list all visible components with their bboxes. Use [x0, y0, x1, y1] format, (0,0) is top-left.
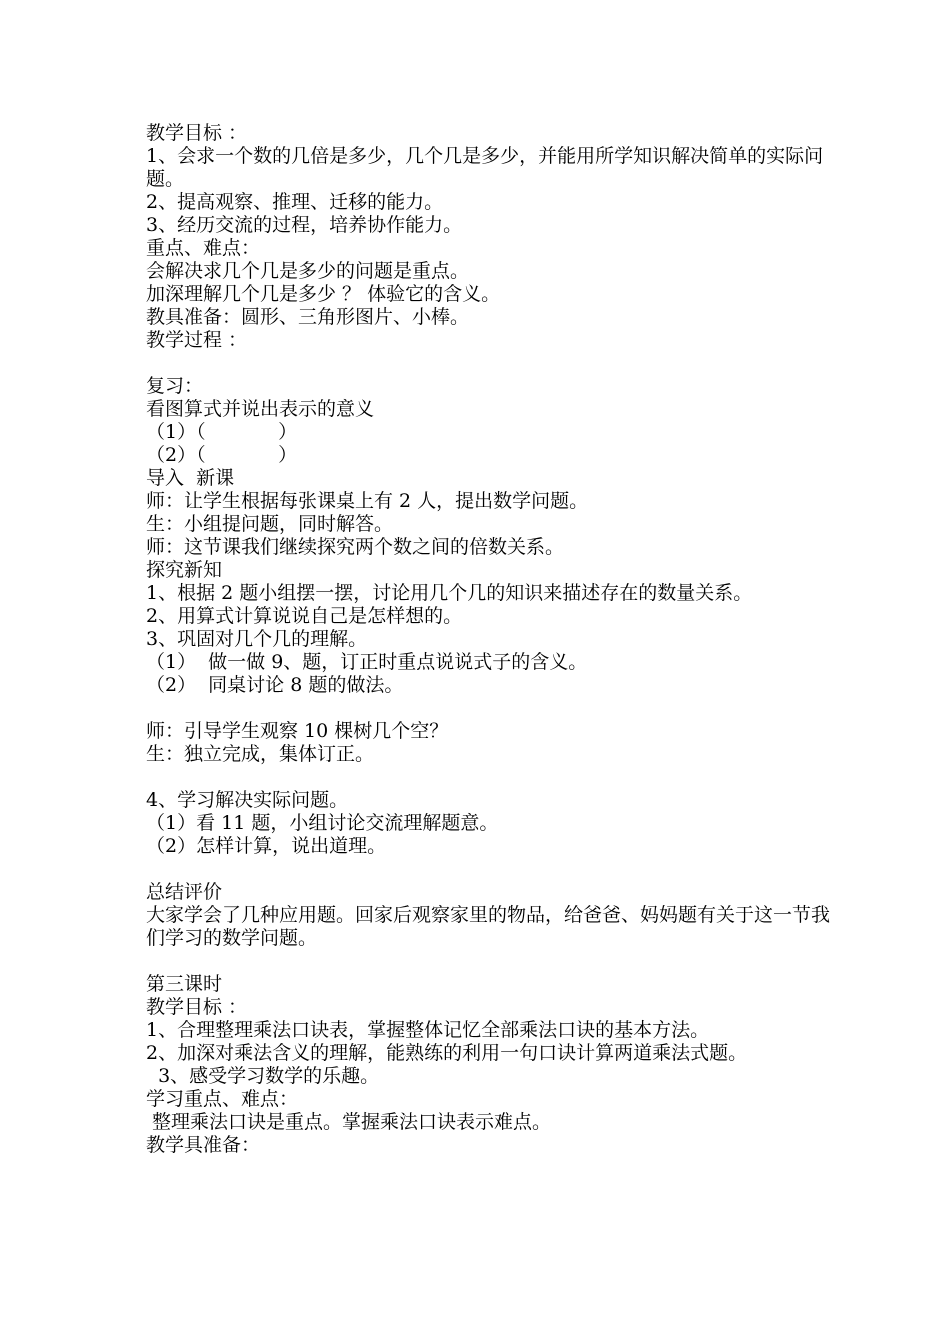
text-line: （1）（ ）	[146, 421, 298, 443]
text-line: 总结评价	[146, 881, 223, 903]
text-line: （1） 做一做 9、题，订正时重点说说式子的含义。	[146, 651, 588, 673]
blank-line	[146, 352, 836, 375]
text-line: 教学具准备：	[146, 1134, 261, 1156]
text-line: 生：独立完成，集体订正。	[146, 743, 375, 765]
text-line: 学习重点、难点：	[146, 1088, 299, 1110]
text-line: 3、经历交流的过程，培养协作能力。	[146, 214, 463, 236]
blank-line	[146, 950, 836, 973]
text-line: 教具准备：圆形、三角形图片、小棒。	[146, 306, 470, 328]
text-line: （2）怎样计算，说出道理。	[146, 835, 387, 857]
text-line: （1）看 11 题，小组讨论交流理解题意。	[146, 812, 499, 834]
blank-line	[146, 697, 836, 720]
text-line: 1、会求一个数的几倍是多少，几个几是多少，并能用所学知识解决简单的实际问题。	[146, 145, 824, 190]
text-line: 1、根据 2 题小组摆一摆，讨论用几个几的知识来描述存在的数量关系。	[146, 582, 753, 604]
text-line: 3、巩固对几个几的理解。	[146, 628, 368, 650]
text-line: 师：这节课我们继续探究两个数之间的倍数关系。	[146, 536, 565, 558]
document-body	[146, 122, 836, 1157]
text-line: 生：小组提问题，同时解答。	[146, 513, 394, 535]
text-line: （2） 同桌讨论 8 题的做法。	[146, 674, 404, 696]
text-line: 师：让学生根据每张课桌上有 2 人，提出数学问题。	[146, 490, 589, 512]
text-line: 大家学会了几种应用题。回家后观察家里的物品，给爸爸、妈妈题有关于这一节我们学习的数学问题。	[146, 904, 831, 949]
blank-line	[146, 858, 836, 881]
text-line: 2、加深对乘法含义的理解，能熟练的利用一句口诀计算两道乘法式题。	[146, 1042, 748, 1064]
text-line: 教学过程 ：	[146, 329, 248, 351]
text-line: 导入 新课	[146, 467, 235, 489]
text-line: 加深理解几个几是多少 ？ 体验它的含义。	[146, 283, 501, 305]
text-line: 探究新知	[146, 559, 223, 581]
text-line: 4、学习解决实际问题。	[146, 789, 349, 811]
text-line: 3、感受学习数学的乐趣。	[146, 1065, 380, 1087]
text-line: 会解决求几个几是多少的问题是重点。	[146, 260, 470, 282]
text-line: 1、合理整理乘法口诀表，掌握整体记忆全部乘法口诀的基本方法。	[146, 1019, 710, 1041]
text-line: 教学目标 ：	[146, 996, 248, 1018]
text-line: 整理乘法口诀是重点。掌握乘法口诀表示难点。	[146, 1111, 552, 1133]
text-line: 看图算式并说出表示的意义	[146, 398, 375, 420]
text-line: 师：引导学生观察 10 棵树几个空？	[146, 720, 449, 742]
text-line: （2）（ ）	[146, 444, 298, 466]
text-line: 重点、难点：	[146, 237, 261, 259]
text-line: 教学目标 ：	[146, 122, 248, 144]
text-line: 2、用算式计算说说自己是怎样想的。	[146, 605, 463, 627]
text-line: 第三课时	[146, 973, 223, 995]
blank-line	[146, 766, 836, 789]
text-line: 复习：	[146, 375, 204, 397]
text-line: 2、提高观察、推理、迁移的能力。	[146, 191, 444, 213]
